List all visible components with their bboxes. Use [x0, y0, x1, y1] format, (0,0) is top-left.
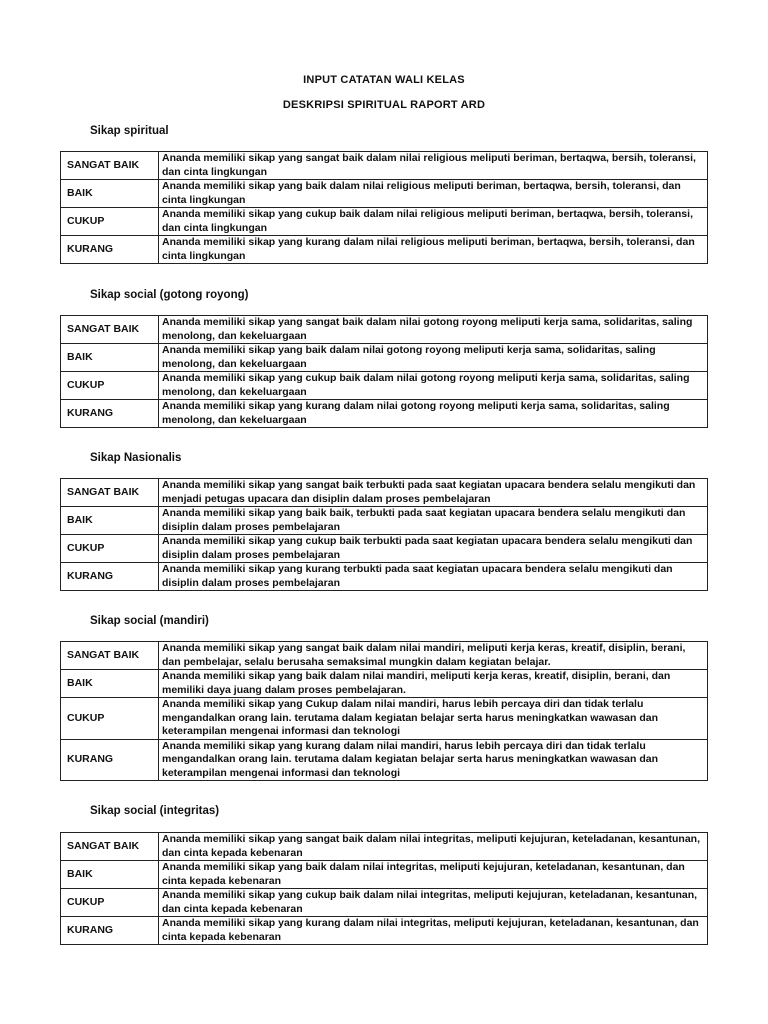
grade-cell: KURANG: [61, 917, 159, 945]
table-nasionalis: [60, 478, 708, 591]
table-row: [61, 642, 708, 670]
grade-cell: SANGAT BAIK: [61, 479, 159, 507]
table-row: [61, 152, 708, 180]
grade-cell: KURANG: [61, 236, 159, 264]
description-cell: Ananda memiliki sikap yang kurang dalam nilai integritas, meliputi kejujuran, keteladanan, kesantunan, dan cinta kepada kebenaran: [159, 917, 708, 945]
table-row: [61, 698, 708, 740]
grade-cell: SANGAT BAIK: [61, 642, 159, 670]
grade-cell: BAIK: [61, 180, 159, 208]
table-row: [61, 670, 708, 698]
description-cell: Ananda memiliki sikap yang baik dalam nilai integritas, meliputi kejujuran, keteladanan, kesantunan, dan cinta kepada kebenaran: [159, 861, 708, 889]
description-cell: Ananda memiliki sikap yang baik dalam nilai religious meliputi beriman, bertaqwa, bersih, toleransi, dan cinta lingkungan: [159, 180, 708, 208]
document-subtitle: DESKRIPSI SPIRITUAL RAPORT ARD: [282, 99, 486, 111]
description-cell: Ananda memiliki sikap yang sangat baik dalam nilai gotong royong meliputi kerja sama, solidaritas, saling menolong, dan kekeluargaan: [159, 316, 708, 344]
description-cell: Ananda memiliki sikap yang baik dalam nilai mandiri, meliputi kerja keras, kreatif, disiplin, berani, dan memiliki daya juang dalam proses pembelajaran.: [159, 670, 708, 698]
grade-cell: KURANG: [61, 400, 159, 428]
table-spiritual: [60, 151, 708, 264]
grade-cell: SANGAT BAIK: [61, 833, 159, 861]
table-row: [61, 861, 708, 889]
description-cell: Ananda memiliki sikap yang kurang dalam nilai gotong royong meliputi kerja sama, solidaritas, saling menolong, dan kekeluargaan: [159, 400, 708, 428]
table-row: [61, 236, 708, 264]
grade-cell: CUKUP: [61, 698, 159, 740]
table-row: [61, 479, 708, 507]
table-row: [61, 833, 708, 861]
description-cell: Ananda memiliki sikap yang kurang terbukti pada saat kegiatan upacara bendera selalu mengikuti dan disiplin dalam proses pembelajaran: [159, 563, 708, 591]
table-row: [61, 917, 708, 945]
table-row: [61, 535, 708, 563]
section-heading-gotong-royong: Sikap social (gotong royong): [90, 289, 249, 301]
table-integritas: [60, 832, 708, 945]
section-heading-integritas: Sikap social (integritas): [90, 805, 220, 817]
grade-cell: CUKUP: [61, 208, 159, 236]
table-row: [61, 316, 708, 344]
description-cell: Ananda memiliki sikap yang sangat baik dalam nilai religious meliputi beriman, bertaqwa, bersih, toleransi, dan cinta lingkungan: [159, 152, 708, 180]
grade-cell: KURANG: [61, 563, 159, 591]
grade-cell: CUKUP: [61, 889, 159, 917]
description-cell: Ananda memiliki sikap yang cukup baik dalam nilai religious meliputi beriman, bertaqwa, bersih, toleransi, dan cinta lingkungan: [159, 208, 708, 236]
description-cell: Ananda memiliki sikap yang baik baik, terbukti pada saat kegiatan upacara bendera selalu mengikuti dan disiplin dalam proses pembelajaran: [159, 507, 708, 535]
table-row: [61, 372, 708, 400]
table-row: [61, 507, 708, 535]
table-row: [61, 563, 708, 591]
table-mandiri: [60, 641, 708, 781]
grade-cell: CUKUP: [61, 372, 159, 400]
table-gotong-royong: [60, 315, 708, 428]
grade-cell: KURANG: [61, 739, 159, 781]
grade-cell: CUKUP: [61, 535, 159, 563]
table-row: [61, 344, 708, 372]
description-cell: Ananda memiliki sikap yang kurang dalam nilai religious meliputi beriman, bertaqwa, bersih, toleransi, dan cinta lingkungan: [159, 236, 708, 264]
description-cell: Ananda memiliki sikap yang baik dalam nilai gotong royong meliputi kerja sama, solidaritas, saling menolong, dan kekeluargaan: [159, 344, 708, 372]
section-heading-nasionalis: Sikap Nasionalis: [90, 452, 182, 464]
section-heading-spiritual: Sikap spiritual: [90, 125, 169, 137]
description-cell: Ananda memiliki sikap yang cukup baik dalam nilai integritas, meliputi kejujuran, keteladanan, kesantunan, dan cinta kepada kebenaran: [159, 889, 708, 917]
description-cell: Ananda memiliki sikap yang kurang dalam nilai mandiri, harus lebih percaya diri dan tidak terlalu mengandalkan orang lain. terutama dalam kegiatan belajar serta harus meningkatkan wawasan dan keterampilan mengenai informasi dan teknologi: [159, 739, 708, 781]
grade-cell: BAIK: [61, 507, 159, 535]
grade-cell: BAIK: [61, 344, 159, 372]
table-row: [61, 208, 708, 236]
document-title: INPUT CATATAN WALI KELAS: [303, 74, 465, 86]
table-row: [61, 889, 708, 917]
grade-cell: BAIK: [61, 670, 159, 698]
description-cell: Ananda memiliki sikap yang sangat baik dalam nilai mandiri, meliputi kerja keras, kreatif, disiplin, berani, dan pembelajar, selalu berusaha semaksimal mungkin dalam kegiatan belajar.: [159, 642, 708, 670]
table-row: [61, 739, 708, 781]
description-cell: Ananda memiliki sikap yang cukup baik terbukti pada saat kegiatan upacara bendera selalu mengikuti dan disiplin dalam proses pembelajaran: [159, 535, 708, 563]
table-row: [61, 180, 708, 208]
grade-cell: SANGAT BAIK: [61, 316, 159, 344]
grade-cell: SANGAT BAIK: [61, 152, 159, 180]
description-cell: Ananda memiliki sikap yang cukup baik dalam nilai gotong royong meliputi kerja sama, solidaritas, saling menolong, dan kekeluargaan: [159, 372, 708, 400]
grade-cell: BAIK: [61, 861, 159, 889]
description-cell: Ananda memiliki sikap yang sangat baik dalam nilai integritas, meliputi kejujuran, keteladanan, kesantunan, dan cinta kepada kebenaran: [159, 833, 708, 861]
description-cell: Ananda memiliki sikap yang sangat baik terbukti pada saat kegiatan upacara bendera selalu mengikuti dan menjadi petugas upacara dan disiplin dalam proses pembelajaran: [159, 479, 708, 507]
description-cell: Ananda memiliki sikap yang Cukup dalam nilai mandiri, harus lebih percaya diri dan tidak terlalu mengandalkan orang lain. terutama dalam kegiatan belajar serta harus meningkatkan wawasan dan keterampilan mengenai informasi dan teknologi: [159, 698, 708, 740]
section-heading-mandiri: Sikap social (mandiri): [90, 615, 209, 627]
table-row: [61, 400, 708, 428]
